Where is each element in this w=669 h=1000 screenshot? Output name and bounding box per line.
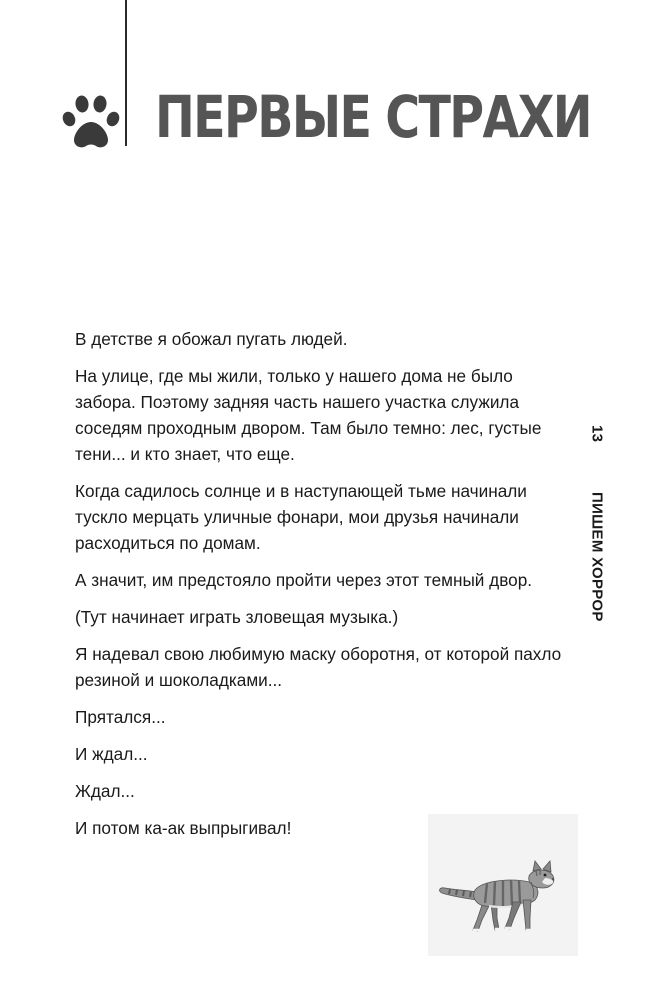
paragraph: Ждал... xyxy=(75,781,135,801)
cat-eye xyxy=(544,874,547,877)
paragraph: Когда садилось солнце и в наступающей тьме начинали тускло мерцать уличные фонари, мои друзья начинали расходиться по домам. xyxy=(75,481,527,553)
paragraph: А значит, им предстояло пройти через этот темный двор. xyxy=(75,570,533,590)
page-number: 13 xyxy=(588,425,606,443)
running-sidebar xyxy=(582,425,612,622)
running-title: ПИШЕМ ХОРРОР xyxy=(588,492,606,622)
paragraph: На улице, где мы жили, только у нашего дома не было забора. Поэтому задняя часть нашего участка служила соседям проходным двором. Там было темно: лес, густые тени... и кто знает, что еще. xyxy=(75,366,542,464)
walking-cat-illustration xyxy=(433,858,565,938)
paragraph: В детстве я обожал пугать людей. xyxy=(75,329,348,349)
paw-toe-inner-right xyxy=(92,95,107,113)
cat-front-leg xyxy=(523,900,531,930)
cat-nose xyxy=(552,878,554,880)
paw-print-icon xyxy=(62,95,120,151)
paragraph: Прятался... xyxy=(75,707,166,727)
paragraph: И потом ка-ак выпрыгивал! xyxy=(75,818,292,838)
header-divider-line xyxy=(125,0,127,146)
paragraph: (Тут начинает играть зловещая музыка.) xyxy=(75,607,399,627)
paw-pad xyxy=(74,122,108,147)
paw-toe-outer-left xyxy=(62,110,78,129)
paw-toe-outer-right xyxy=(104,110,120,129)
paragraph: И ждал... xyxy=(75,744,148,764)
paragraph: Я надевал свою любимую маску оборотня, от которой пахло резиной и шоколадками... xyxy=(75,644,562,690)
chapter-body xyxy=(75,326,565,852)
cat-paws xyxy=(473,928,531,930)
chapter-title: ПЕРВЫЕ СТРАХИ xyxy=(155,83,591,151)
paw-toe-inner-left xyxy=(74,95,89,113)
